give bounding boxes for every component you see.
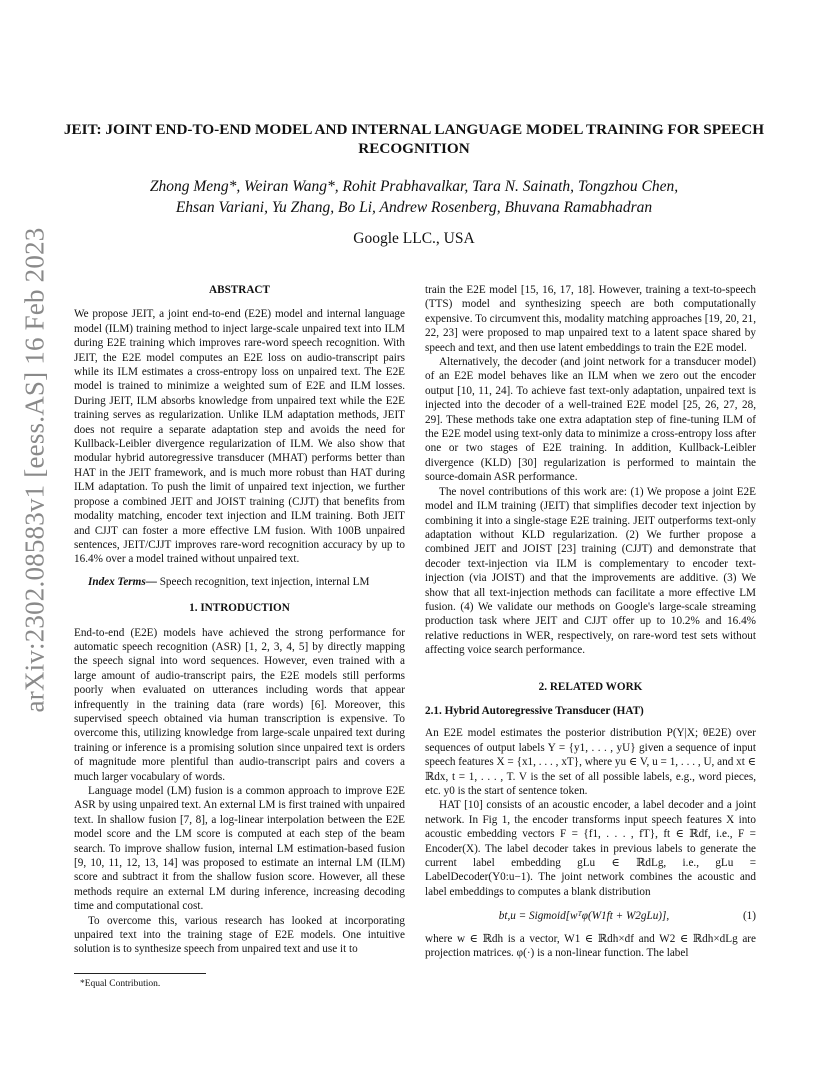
left-column [74,283,405,957]
hat-paragraph-3: where w ∈ ℝdh is a vector, W1 ∈ ℝdh×df and W2 ∈ ℝdh×dLg are projection matrices. φ(·) is a non-linear function. The label [425,932,756,960]
authors-line-1: Zhong Meng*, Weiran Wang*, Rohit Prabhavalkar, Tara N. Sainath, Tongzhou Chen, [149,178,679,195]
index-terms-text: Speech recognition, text injection, internal LM [156,575,370,588]
affiliation: Google LLC., USA [353,230,475,247]
intro-paragraph-3: To overcome this, various research has looked at incorporating unpaired text into the training stage of E2E models. One intuitive solution is to synthesize speech from unpaired text and use it to [74,914,405,956]
footnote-divider [74,973,206,974]
index-terms-label: Index Terms— [88,575,157,588]
hat-subheading: 2.1. Hybrid Autoregressive Transducer (HAT) [425,704,644,717]
hat-paragraph-1: An E2E model estimates the posterior distribution P(Y|X; θE2E) over sequences of output labels Y = {y1, . . . , yU} given a sequence of input speech features X = {x1, . . . , xT}, where yu ∈ V, u = 1, . . . , U, and xt ∈ ℝdx, t = 1, . . . , T. V is the set of all possible labels, e.g., word pieces, etc. y0 is the start of sentence token. [425,727,756,797]
equation-1 [425,909,756,923]
arxiv-sidebar-stamp [10,227,60,713]
arxiv-id: arXiv:2302.08583v1 [eess.AS] 16 Feb 2023 [19,227,50,713]
intro-paragraph-2: Language model (LM) fusion is a common approach to improve E2E ASR by using unpaired text. An external LM is first trained with unpaired text. In shallow fusion [7, 8], a log-linear interpolation between the E2E model score and the LM score is computed at each step of the beam search. To improve shallow fusion, internal LM estimation-based fusion [9, 10, 11, 12, 13, 14] was proposed to estimate an internal LM (ILM) score and subtract it from the shallow fusion score. However, all these methods require an external LM during inference, increasing decoding time and computational cost. [74,785,405,913]
intro-paragraph-4: train the E2E model [15, 16, 17, 18]. However, training a text-to-speech (TTS) model and synthesizing speech are both computationally expensive. To circumvent this, modality matching approaches [19, 20, 21, 22, 23] were proposed to map unpaired text to a latent space shared by speech and text, and then use latent embeddings to train the E2E model. [425,284,756,354]
intro-heading: 1. INTRODUCTION [189,602,290,615]
hat-paragraph-2: HAT [10] consists of an acoustic encoder, a label decoder and a joint network. In Fig 1, the encoder transforms input speech features X into acoustic embedding vectors F = {f1, . . . , fT}, ft ∈ ℝdf, i.e., F = Encoder(X). The label decoder takes in previous labels to generate the current label embedding gLu ∈ ℝdLg, i.e., gLu = LabelDecoder(Y0:u−1). The joint network combines the acoustic and label embeddings to computes a blank distribution [425,799,756,898]
right-column [425,283,756,960]
paper-title: JEIT: JOINT END-TO-END MODEL AND INTERNAL LANGUAGE MODEL TRAINING FOR SPEECH RECOGNITION [63,121,765,157]
abstract-text: We propose JEIT, a joint end-to-end (E2E) model and internal language model (ILM) training method to inject large-scale unpaired text into ILM during E2E training which improves rare-word speech recognition. With JEIT, the E2E model computes an E2E loss on audio-transcript pairs while its ILM estimates a cross-entropy loss on unpaired text. The E2E model is trained to minimize a weighted sum of E2E and ILM losses. During JEIT, ILM absorbs knowledge from unpaired text while the E2E training serves as regularization. Unlike ILM adaptation methods, JEIT does not require a separate adaptation step and avoids the need for Kullback-Leibler divergence regularization of ILM. We also show that modular hybrid autoregressive transducer (MHAT) performs better than HAT in the JEIT framework, and is much more robust than HAT during ILM adaptation. To push the limit of unpaired text injection, we further propose a combined JEIT and JOIST training (CJJT) that benefits from modality matching, encoder text injection and ILM training. Both JEIT and CJJT can foster a more effective LM fusion. With 100B unpaired sentences, JEIT/CJJT improves rare-word recognition accuracy by up to 16.4% over a model trained without unpaired text. [74,308,405,566]
related-work-heading: 2. RELATED WORK [538,680,643,693]
abstract-heading: ABSTRACT [209,284,270,296]
authors-line-2: Ehsan Variani, Yu Zhang, Bo Li, Andrew Rosenberg, Bhuvana Ramabhadran [175,199,653,216]
intro-paragraph-5: Alternatively, the decoder (and joint network for a transducer model) of an E2E model behaves like an ILM when we zero out the encoder output [10, 11, 24]. To achieve fast text-only adaptation, unpaired text is injected into the decoder of a well-trained E2E model [25, 26, 27, 28, 29]. These methods take one extra adaptation step of fine-tuning ILM of the E2E model using text-only data to minimize a cross-entropy loss after one or two stages of E2E training. In addition, Kullback-Leibler divergence (KLD) [30] regularization is performed to maintain the source-domain ASR performance. [425,356,756,484]
equation-body: bt,u = Sigmoid[wᵀφ(W1ft + W2gLu)], [498,910,670,923]
author-list [100,176,728,218]
intro-paragraph-1: End-to-end (E2E) models have achieved the strong performance for automatic speech recognition (ASR) [1, 2, 3, 4, 5] by directly mapping the speech signal into word sequences. However, even trained with a large amount of audio-transcript pairs, the E2E models still performs poorly when evaluated on utterances including words that appear infrequently in the training data (rare words) [6]. Moreover, this supervised speech obtained via human transcription is expensive. To overcome this, utilizing knowledge from large-scale unpaired text during training or inference is a promising solution since unpaired text is orders of magnitude more plentiful than audio-transcript pairs and covers a much larger vocabulary of words. [74,626,405,783]
intro-paragraph-6: The novel contributions of this work are: (1) We propose a joint E2E model and ILM training (JEIT) that simplifies decoder text injection by combining it into a single-stage E2E training. JEIT outperforms text-only adaptation without KLD regularization. (2) We further propose a combined JEIT and JOIST [23] training (CJJT) and demonstrate that decoder text-injection via ILM is complementary to encoder text-injection (via JOIST) and that the improvements are additive. (3) We show that all text-injection methods can facilitate a more effective LM fusion. (4) We validate our methods on Google's large-scale streaming production task where JEIT and CJJT offer up to 10.2% and 16.4% relative reductions in WER, respectively, on rare-word test sets without affecting voice search performance. [425,485,756,657]
footnote: *Equal Contribution. [80,979,161,989]
equation-number: (1) [742,910,756,923]
index-terms [74,575,405,589]
